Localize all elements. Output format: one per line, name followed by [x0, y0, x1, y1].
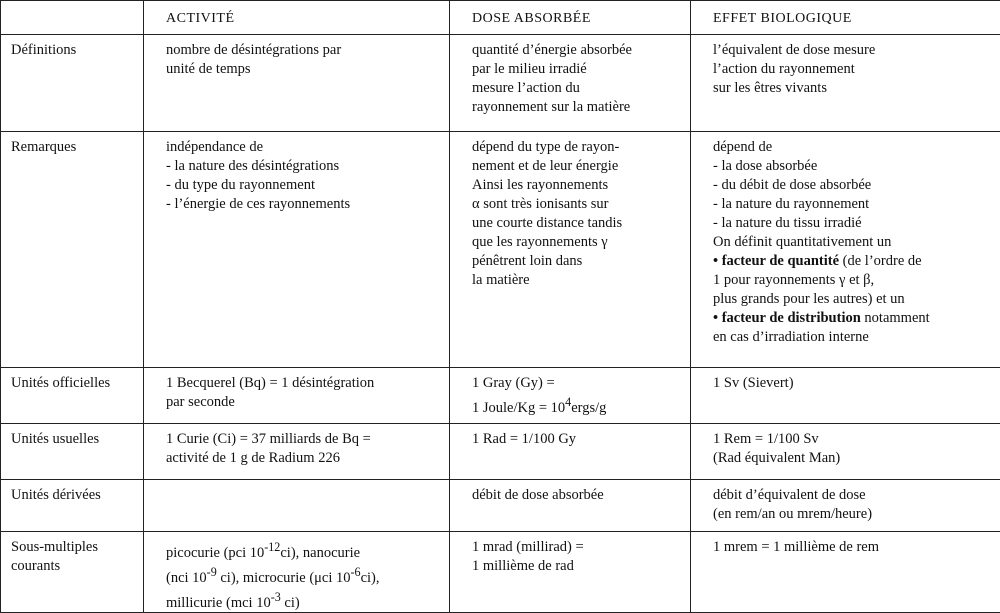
cell-activite: 1 Curie (Ci) = 37 milliards de Bq = activité de 1 g de Radium 226 — [144, 424, 450, 480]
row-label: Remarques — [1, 132, 144, 368]
cell-effet: l’équivalent de dose mesure l’action du rayonnement sur les êtres vivants — [691, 35, 1000, 132]
facteur-quantite-line: • facteur de quantité (de l’ordre de — [713, 252, 990, 271]
cell-dose: dépend du type de rayon- nement et de leur énergie Ainsi les rayonnements α sont très ionisants sur une courte distance tandis que les rayonnements γ pénêtrent loin dans la matière — [450, 132, 691, 368]
cell-effet: débit d’équivalent de dose (en rem/an ou mrem/heure) — [691, 480, 1000, 532]
facteur-distribution-line: • facteur de distribution notamment — [713, 309, 990, 328]
cell-effet: dépend de - la dose absorbée - du débit de dose absorbée - la nature du rayonnement - la nature du tissu irradié On définit quantitativement un • facteur de quantité (de l’ordre de 1 pour rayonnements γ et β, plus grands pour les autres) et un • facteur de distribution notamment en cas d’irradiation interne — [691, 132, 1000, 368]
cell-activite — [144, 480, 450, 532]
cell-activite: picocurie (pci $10^{-12}ci$), nanocurie (nci $10^{-9}$ ci), microcurie (μci $10^{-6}ci$), millicurie (mci $10^{-3}$ ci) — [144, 532, 450, 613]
cell-effet: 1 mrem = 1 millième de rem — [691, 532, 1000, 613]
cell-dose: débit de dose absorbée — [450, 480, 691, 532]
cell-dose: quantité d’énergie absorbée par le milieu irradié mesure l’action du rayonnement sur la matière — [450, 35, 691, 132]
cell-dose: 1 Rad = 1/100 Gy — [450, 424, 691, 480]
row-label: Sous-multiples courants — [1, 532, 144, 613]
row-remarques — [1, 132, 1000, 368]
row-unites-officielles — [1, 368, 1000, 424]
row-unites-usuelles — [1, 424, 1000, 480]
header-dose-absorbee: DOSE ABSORBÉE — [450, 1, 691, 35]
cell-activite: 1 Becquerel (Bq) = 1 désintégration par seconde — [144, 368, 450, 424]
row-label: Unités dérivées — [1, 480, 144, 532]
cell-activite: indépendance de - la nature des désintégrations - du type du rayonnement - l’énergie de ces rayonnements — [144, 132, 450, 368]
row-label: Unités officielles — [1, 368, 144, 424]
row-label: Unités usuelles — [1, 424, 144, 480]
header-row — [1, 1, 1000, 35]
cell-effet: 1 Rem = 1/100 Sv (Rad équivalent Man) — [691, 424, 1000, 480]
header-effet-biologique: EFFET BIOLOGIQUE — [691, 1, 1000, 35]
header-empty — [1, 1, 144, 35]
cell-activite: nombre de désintégrations par unité de temps — [144, 35, 450, 132]
row-unites-derivees — [1, 480, 1000, 532]
row-sous-multiples — [1, 532, 1000, 613]
row-label: Définitions — [1, 35, 144, 132]
cell-dose: 1 mrad (millirad) = 1 millième de rad — [450, 532, 691, 613]
header-activite: ACTIVITÉ — [144, 1, 450, 35]
cell-dose: 1 Gray (Gy) = 1 Joule/Kg = $10^4ergs/g$ — [450, 368, 691, 424]
cell-effet: 1 Sv (Sievert) — [691, 368, 1000, 424]
row-definitions — [1, 35, 1000, 132]
